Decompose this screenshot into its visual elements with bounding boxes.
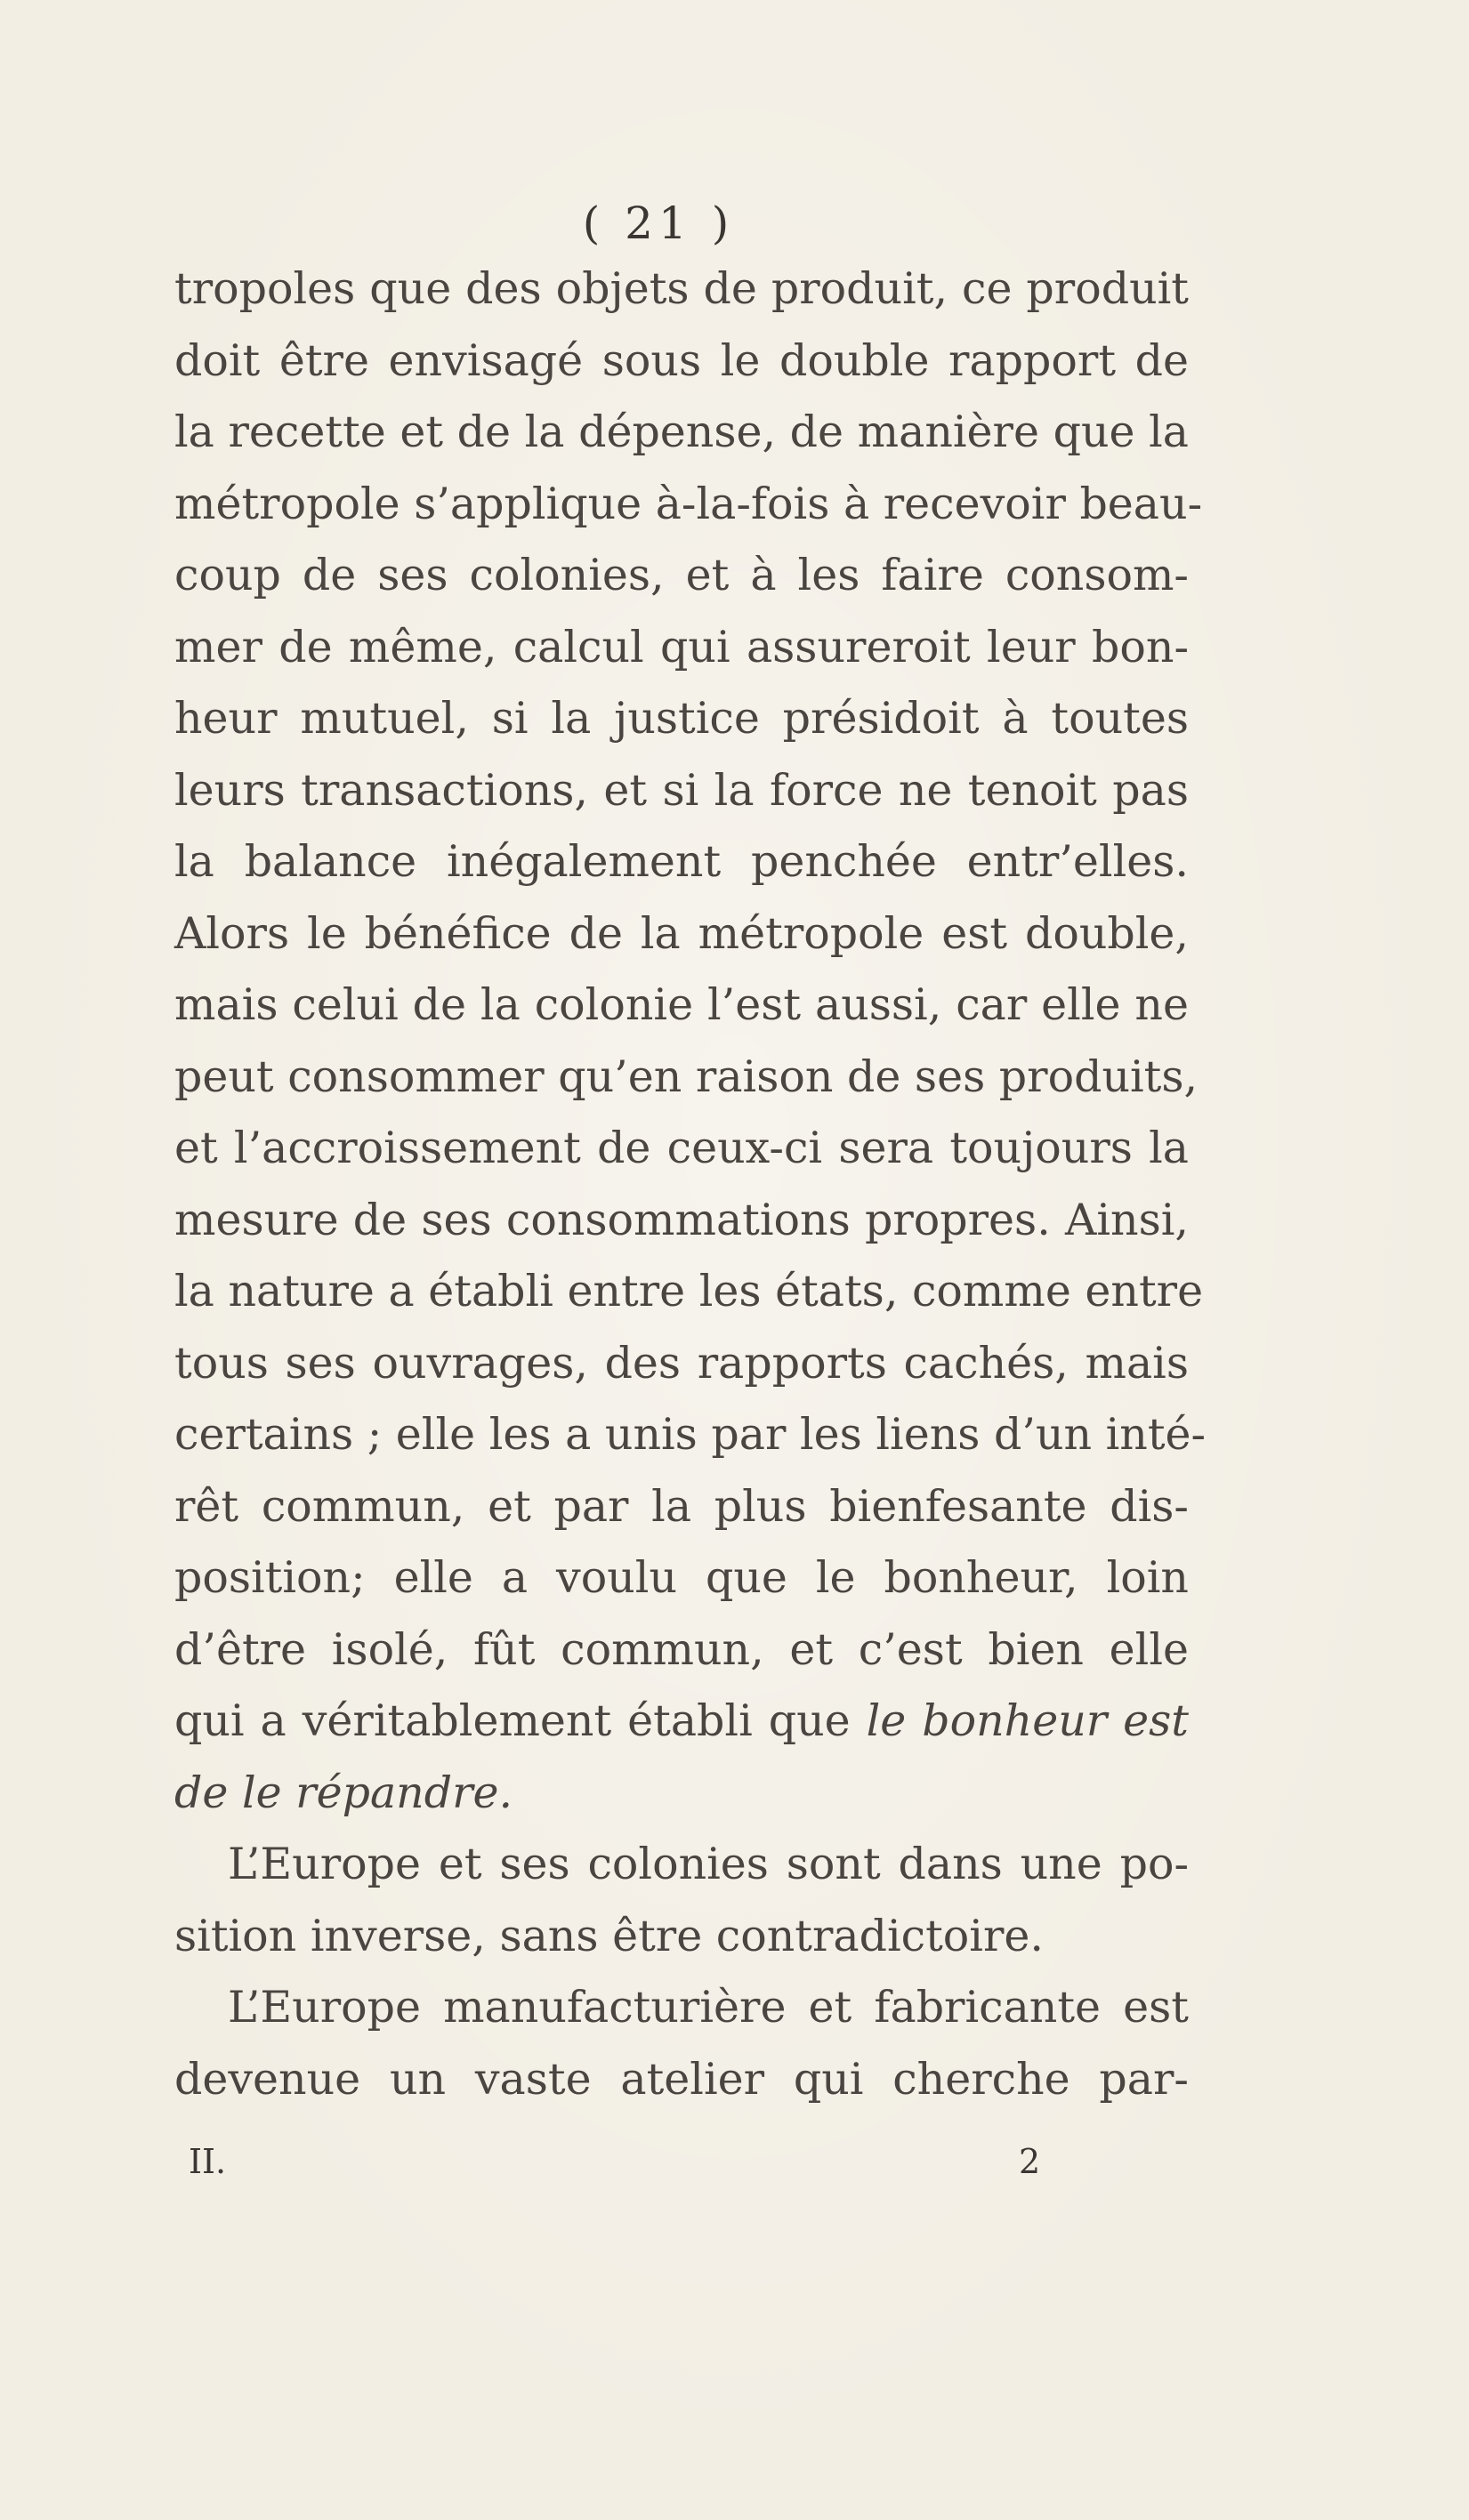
text-line: devenue un vaste atelier qui cherche par- — [174, 2053, 1189, 2105]
volume-signature: II. — [189, 2142, 227, 2181]
text-line: coup de ses colonies, et à les faire consom- — [174, 550, 1189, 600]
paragraph-start: L’Europe manufacturière et fabricante est — [228, 1982, 1189, 2033]
text-line: Alors le bénéfice de la métropole est double, — [174, 907, 1189, 959]
text-run: qui a véritablement établi que — [174, 1695, 867, 1746]
text-line: heur mutuel, si la justice présidoit à toutes — [174, 693, 1189, 744]
text-line: peut consommer qu’en raison de ses produits, — [174, 1051, 1199, 1102]
text-line: mais celui de la colonie l’est aussi, car elle ne — [174, 979, 1189, 1030]
text-line: la recette et de la dépense, de manière que la — [174, 407, 1189, 457]
text-line: la nature a établi entre les états, comme entre — [174, 1266, 1204, 1316]
page-footer — [0, 2142, 1469, 2195]
text-line: métropole s’applique à-la-fois à recevoir beau- — [174, 478, 1203, 529]
italic-phrase: le bonheur est — [866, 1695, 1189, 1746]
body-text — [174, 254, 1207, 2115]
paragraph-start: L’Europe et ses colonies sont dans une po- — [228, 1839, 1189, 1889]
text-line: rêt commun, et par la plus bienfesante dis- — [174, 1480, 1189, 1532]
text-line: la balance inégalement penchée entr’elles. — [174, 836, 1189, 887]
text-line: tropoles que des objets de produit, ce produit — [174, 263, 1189, 314]
text-line: doit être envisagé sous le double rapport de — [174, 334, 1189, 386]
text-line: leurs transactions, et si la force ne tenoit pas — [174, 764, 1189, 816]
text-line: certains ; elle les a unis par les liens d’un inté- — [174, 1409, 1207, 1460]
text-line: sition inverse, sans être contradictoire. — [174, 1910, 1044, 1961]
text-line-mixed — [174, 1686, 1189, 1758]
text-line: et l’accroissement de ceux-ci sera toujours la — [174, 1123, 1189, 1173]
text-line: tous ses ouvrages, des rapports cachés, mais — [174, 1337, 1189, 1389]
text-line: mer de même, calcul qui assureroit leur bon- — [174, 621, 1189, 672]
text-line: mesure de ses consommations propres. Ainsi, — [174, 1194, 1189, 1245]
sheet-signature: 2 — [1019, 2142, 1041, 2181]
text-line: position; elle a voulu que le bonheur, loin — [174, 1552, 1189, 1603]
italic-line: de le répandre. — [174, 1767, 513, 1818]
page-number: ( 21 ) — [582, 197, 735, 249]
text-line: d’être isolé, fût commun, et c’est bien elle — [174, 1623, 1189, 1675]
